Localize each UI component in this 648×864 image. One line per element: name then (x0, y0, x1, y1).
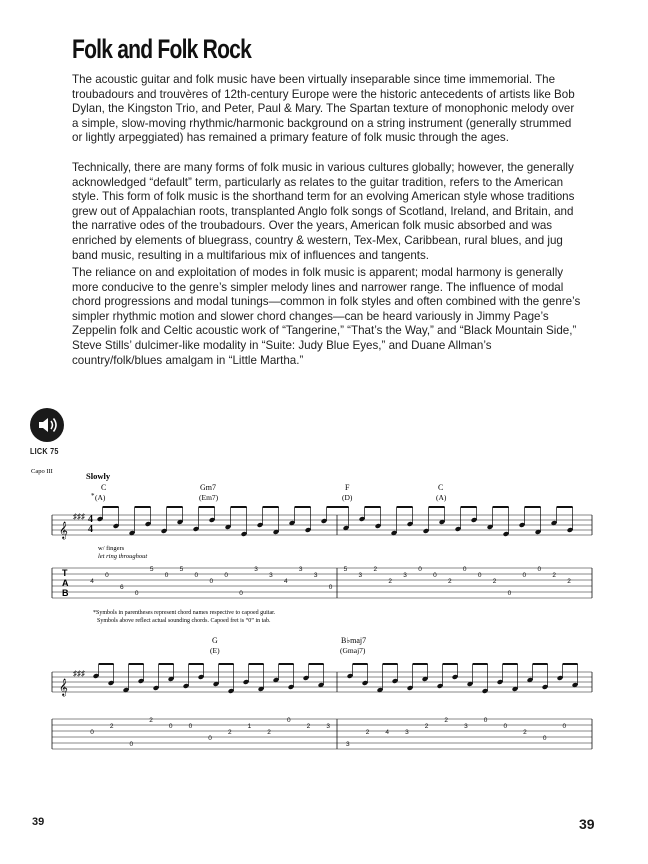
tab-fret-number: 0 (168, 723, 173, 730)
tab-fret-number: 0 (209, 578, 214, 585)
tab-fret-number: 2 (267, 729, 271, 736)
tab-fret-number: 0 (188, 723, 193, 730)
footnote-marker: * (91, 492, 95, 500)
tab-frets-row-2 (90, 717, 566, 748)
notation-system-1 (31, 468, 592, 624)
tab-fret-number: 0 (462, 566, 467, 573)
staff-2 (52, 672, 592, 692)
notes-row-2 (93, 664, 579, 694)
audio-speaker-icon[interactable] (30, 408, 64, 442)
tab-fret-number: 0 (105, 572, 109, 579)
tab-fret-number: 0 (477, 572, 482, 579)
performance-note-let-ring: let ring throughout (98, 553, 148, 560)
tab-fret-number: 0 (90, 729, 94, 736)
performance-note-fingers: w/ fingers (98, 545, 125, 552)
tab-fret-number: 3 (298, 566, 303, 573)
tab-fret-number: 0 (503, 723, 508, 730)
chord-name-4: C (438, 483, 444, 492)
tab-fret-number: 2 (306, 723, 311, 730)
tab-fret-number: 2 (424, 723, 429, 730)
tab-fret-number: 0 (328, 584, 333, 591)
tab-fret-number: 3 (358, 572, 363, 579)
notes-row-1 (97, 507, 574, 537)
tab-fret-number: 3 (346, 741, 350, 748)
speaker-icon (30, 408, 64, 442)
tab-fret-number: 3 (254, 566, 258, 573)
tab-fret-number: 2 (227, 729, 232, 736)
tab-fret-number: 0 (129, 741, 134, 748)
capo-chord-2: (Em7) (199, 493, 219, 502)
tab-fret-number: 2 (523, 729, 527, 736)
capo-chord-6: (Gmaj7) (340, 646, 366, 655)
chord-name-2: Gm7 (200, 483, 216, 492)
tab-fret-number: 0 (134, 590, 139, 597)
tab-fret-number: 2 (373, 566, 378, 573)
time-sig-top: 4 (88, 514, 93, 525)
paragraph-intro: The acoustic guitar and folk music have been virtually inseparable since time immemorial. The troubadours and trouvères of 12th-century Europe were the historic antecedents of artists like Bob Dylan, the Kingston Trio, and Peter, Paul & Mary. The Spartan texture of monophonic melody over a simple, slow-moving rhythmic/harmonic background on a string instrument (generally strummed or lightly arpeggiated) has remained a primary feature of folk music through the ages. (72, 73, 575, 145)
tab-fret-number: 0 (483, 717, 488, 724)
chord-name-6: B♭maj7 (341, 636, 367, 645)
tab-fret-number: 0 (537, 566, 542, 573)
tab-fret-number: 5 (343, 566, 348, 573)
chord-name-1: C (101, 483, 107, 492)
tempo-marking: Slowly (86, 471, 111, 481)
tab-fret-number: 0 (562, 723, 567, 730)
tab-fret-number: 0 (522, 572, 527, 579)
tab-letter-a: A (62, 578, 69, 588)
capo-chord-4: (A) (436, 493, 447, 502)
tab-fret-number: 5 (179, 566, 184, 573)
page-title: Folk and Folk Rock (72, 34, 252, 64)
tab-fret-number: 2 (552, 572, 556, 579)
notation-system-2 (52, 636, 592, 749)
music-notation (0, 455, 648, 775)
tab-fret-number: 0 (542, 735, 547, 742)
treble-clef-icon-2: 𝄞 (59, 678, 68, 696)
treble-clef-icon: 𝄞 (59, 521, 68, 539)
tab-fret-number: 3 (464, 723, 468, 730)
tab-fret-number: 4 (284, 578, 288, 585)
tab-fret-number: 2 (388, 578, 392, 585)
lick-label: LICK 75 (30, 446, 59, 456)
tab-fret-number: 2 (492, 578, 497, 585)
footnote-line-2: Symbols above reflect actual sounding chords. Capoed fret is “0” in tab. (97, 618, 271, 624)
tab-fret-number: 0 (433, 572, 437, 579)
tab-fret-number: 3 (403, 572, 407, 579)
tab-fret-number: 2 (365, 729, 370, 736)
time-sig-bottom: 4 (88, 524, 93, 535)
tab-fret-number: 6 (120, 584, 124, 591)
tab-fret-number: 3 (326, 723, 330, 730)
tab-fret-number: 2 (448, 578, 452, 585)
paragraph-american-style: Technically, there are many forms of folk music in various cultures globally; however, the generally acknowledged “default” term, particularly as relates to the guitar tradition, refers to the American style. This form of folk music is the shorthand term for an evolving American style whose traditions grew out of Appalachian roots, transplanted Anglo folk songs of Scotland, Ireland, and Britain, and the narrative odes of the troubadours. Over the years, American folk music absorbed and was enriched by elements of bluegrass, country & western, Tex-Mex, Caribbean, rural blues, and jug band music, resulting in a multifarious mix of influences and tangents. (72, 161, 575, 262)
tab-fret-number: 2 (567, 578, 571, 585)
tab-letter-b: B (62, 588, 69, 598)
page-number-right: 39 (579, 816, 595, 832)
tab-fret-number: 3 (405, 729, 409, 736)
tab-fret-number: 1 (247, 723, 252, 730)
capo-chord-1: (A) (95, 493, 106, 502)
tab-fret-number: 0 (164, 572, 169, 579)
chord-name-3: F (345, 483, 350, 492)
tab-fret-number: 3 (269, 572, 273, 579)
chord-name-5: G (212, 636, 218, 645)
tab-fret-number: 0 (507, 590, 512, 597)
tab-fret-number: 0 (194, 572, 199, 579)
tab-fret-number: 0 (286, 717, 291, 724)
tab-fret-number: 4 (90, 578, 94, 585)
page-number-left: 39 (32, 816, 45, 828)
tab-fret-number: 5 (149, 566, 154, 573)
tab-fret-number: 0 (224, 572, 228, 579)
capo-chord-5: (E) (210, 646, 220, 655)
tab-fret-number: 0 (418, 566, 422, 573)
tab-fret-number: 0 (239, 590, 243, 597)
tab-fret-number: 2 (444, 717, 449, 724)
tab-fret-number: 2 (149, 717, 153, 724)
tab-letter-t: T (62, 568, 68, 578)
key-signature-sharps-2: ♯♯♯ (73, 669, 85, 678)
tab-fret-number: 0 (208, 735, 212, 742)
capo-marking: Capo III (31, 468, 53, 475)
tab-fret-number: 2 (109, 723, 114, 730)
key-signature-sharps: ♯♯♯ (73, 512, 85, 521)
capo-chord-3: (D) (342, 493, 353, 502)
tab-fret-number: 3 (313, 572, 318, 579)
footnote-line-1: *Symbols in parentheses represent chord names respective to capoed guitar. (93, 610, 276, 616)
tab-frets-row-1 (90, 566, 571, 597)
tab-fret-number: 4 (385, 729, 390, 736)
paragraph-modes: The reliance on and exploitation of modes in folk music is apparent; modal harmony is generally more conducive to the genre’s simpler melody lines and narrower range. The influence of modal chord progressions and modal tunings—common in folk styles and often combined with the genre’s simpler rhythmic motion and slower chord changes—can be heard variously in Jimmy Page’s Zeppelin folk and Celtic acoustic work of “Tangerine,” “That’s the Way,” and “Black Mountain Side,” Steve Stills’ dulcimer-like modality in “Suite: Judy Blue Eyes,” and Duane Allman’s country/folk/blues amalgam in “Little Martha.” (72, 266, 581, 367)
